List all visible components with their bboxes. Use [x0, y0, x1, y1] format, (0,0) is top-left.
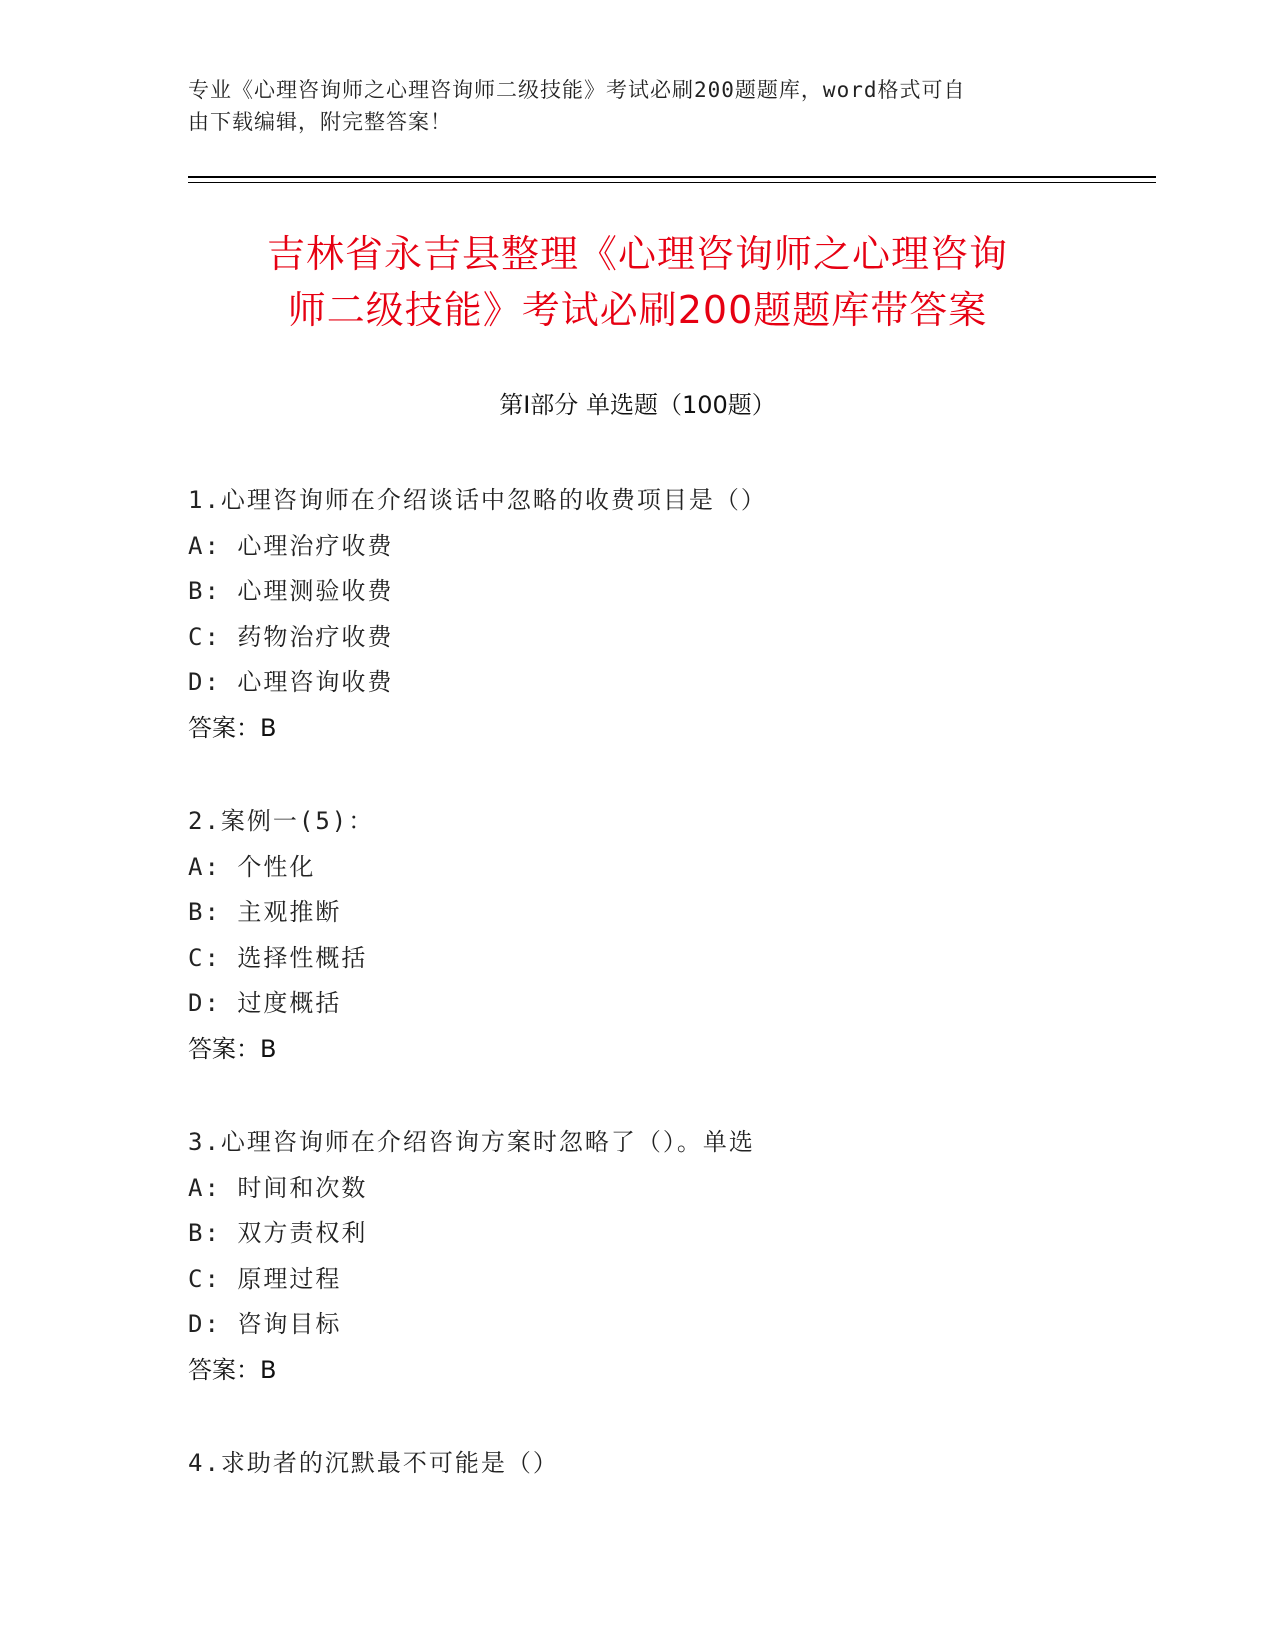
option-d: D: 过度概括	[188, 989, 342, 1017]
answer-label: 答案：B	[188, 1355, 277, 1384]
question-stem: 1.心理咨询师在介绍谈话中忽略的收费项目是（）	[188, 486, 767, 514]
header-note-line-2: 由下载编辑，附完整答案！	[188, 110, 452, 134]
section-title: 第Ⅰ部分 单选题（100题）	[499, 391, 776, 419]
header-divider-thick	[188, 176, 1156, 178]
option-c: C: 选择性概括	[188, 943, 368, 972]
option-c: C: 药物治疗收费	[188, 622, 394, 651]
question-stem: 2.案例一(5)：	[188, 807, 375, 835]
option-d: D: 心理咨询收费	[188, 668, 394, 696]
document-title	[160, 226, 1115, 338]
option-b: B: 主观推断	[188, 898, 342, 926]
option-a: A: 个性化	[188, 852, 316, 881]
option-a: A: 时间和次数	[188, 1173, 368, 1202]
option-b: B: 双方责权利	[188, 1219, 368, 1247]
question-item	[188, 478, 1088, 751]
answer-label: 答案：B	[188, 713, 277, 742]
header-divider-thin	[188, 182, 1156, 183]
document-title-line-1: 吉林省永吉县整理《心理咨询师之心理咨询	[266, 232, 1008, 276]
question-list	[188, 478, 1088, 1535]
option-c: C: 原理过程	[188, 1264, 342, 1293]
question-item	[188, 1441, 1088, 1487]
question-stem: 3.心理咨询师在介绍咨询方案时忽略了（）。单选	[188, 1128, 755, 1156]
question-item	[188, 799, 1088, 1072]
question-item	[188, 1120, 1088, 1393]
option-d: D: 咨询目标	[188, 1310, 342, 1338]
header-note-line-1: 专业《心理咨询师之心理咨询师二级技能》考试必刷200题题库，word格式可自	[188, 78, 966, 102]
option-b: B: 心理测验收费	[188, 577, 394, 605]
option-a: A: 心理治疗收费	[188, 531, 394, 560]
header-note	[188, 74, 1068, 138]
answer-label: 答案：B	[188, 1034, 277, 1063]
question-stem: 4.求助者的沉默最不可能是（）	[188, 1449, 559, 1477]
document-title-line-2: 师二级技能》考试必刷200题题库带答案	[287, 288, 988, 332]
